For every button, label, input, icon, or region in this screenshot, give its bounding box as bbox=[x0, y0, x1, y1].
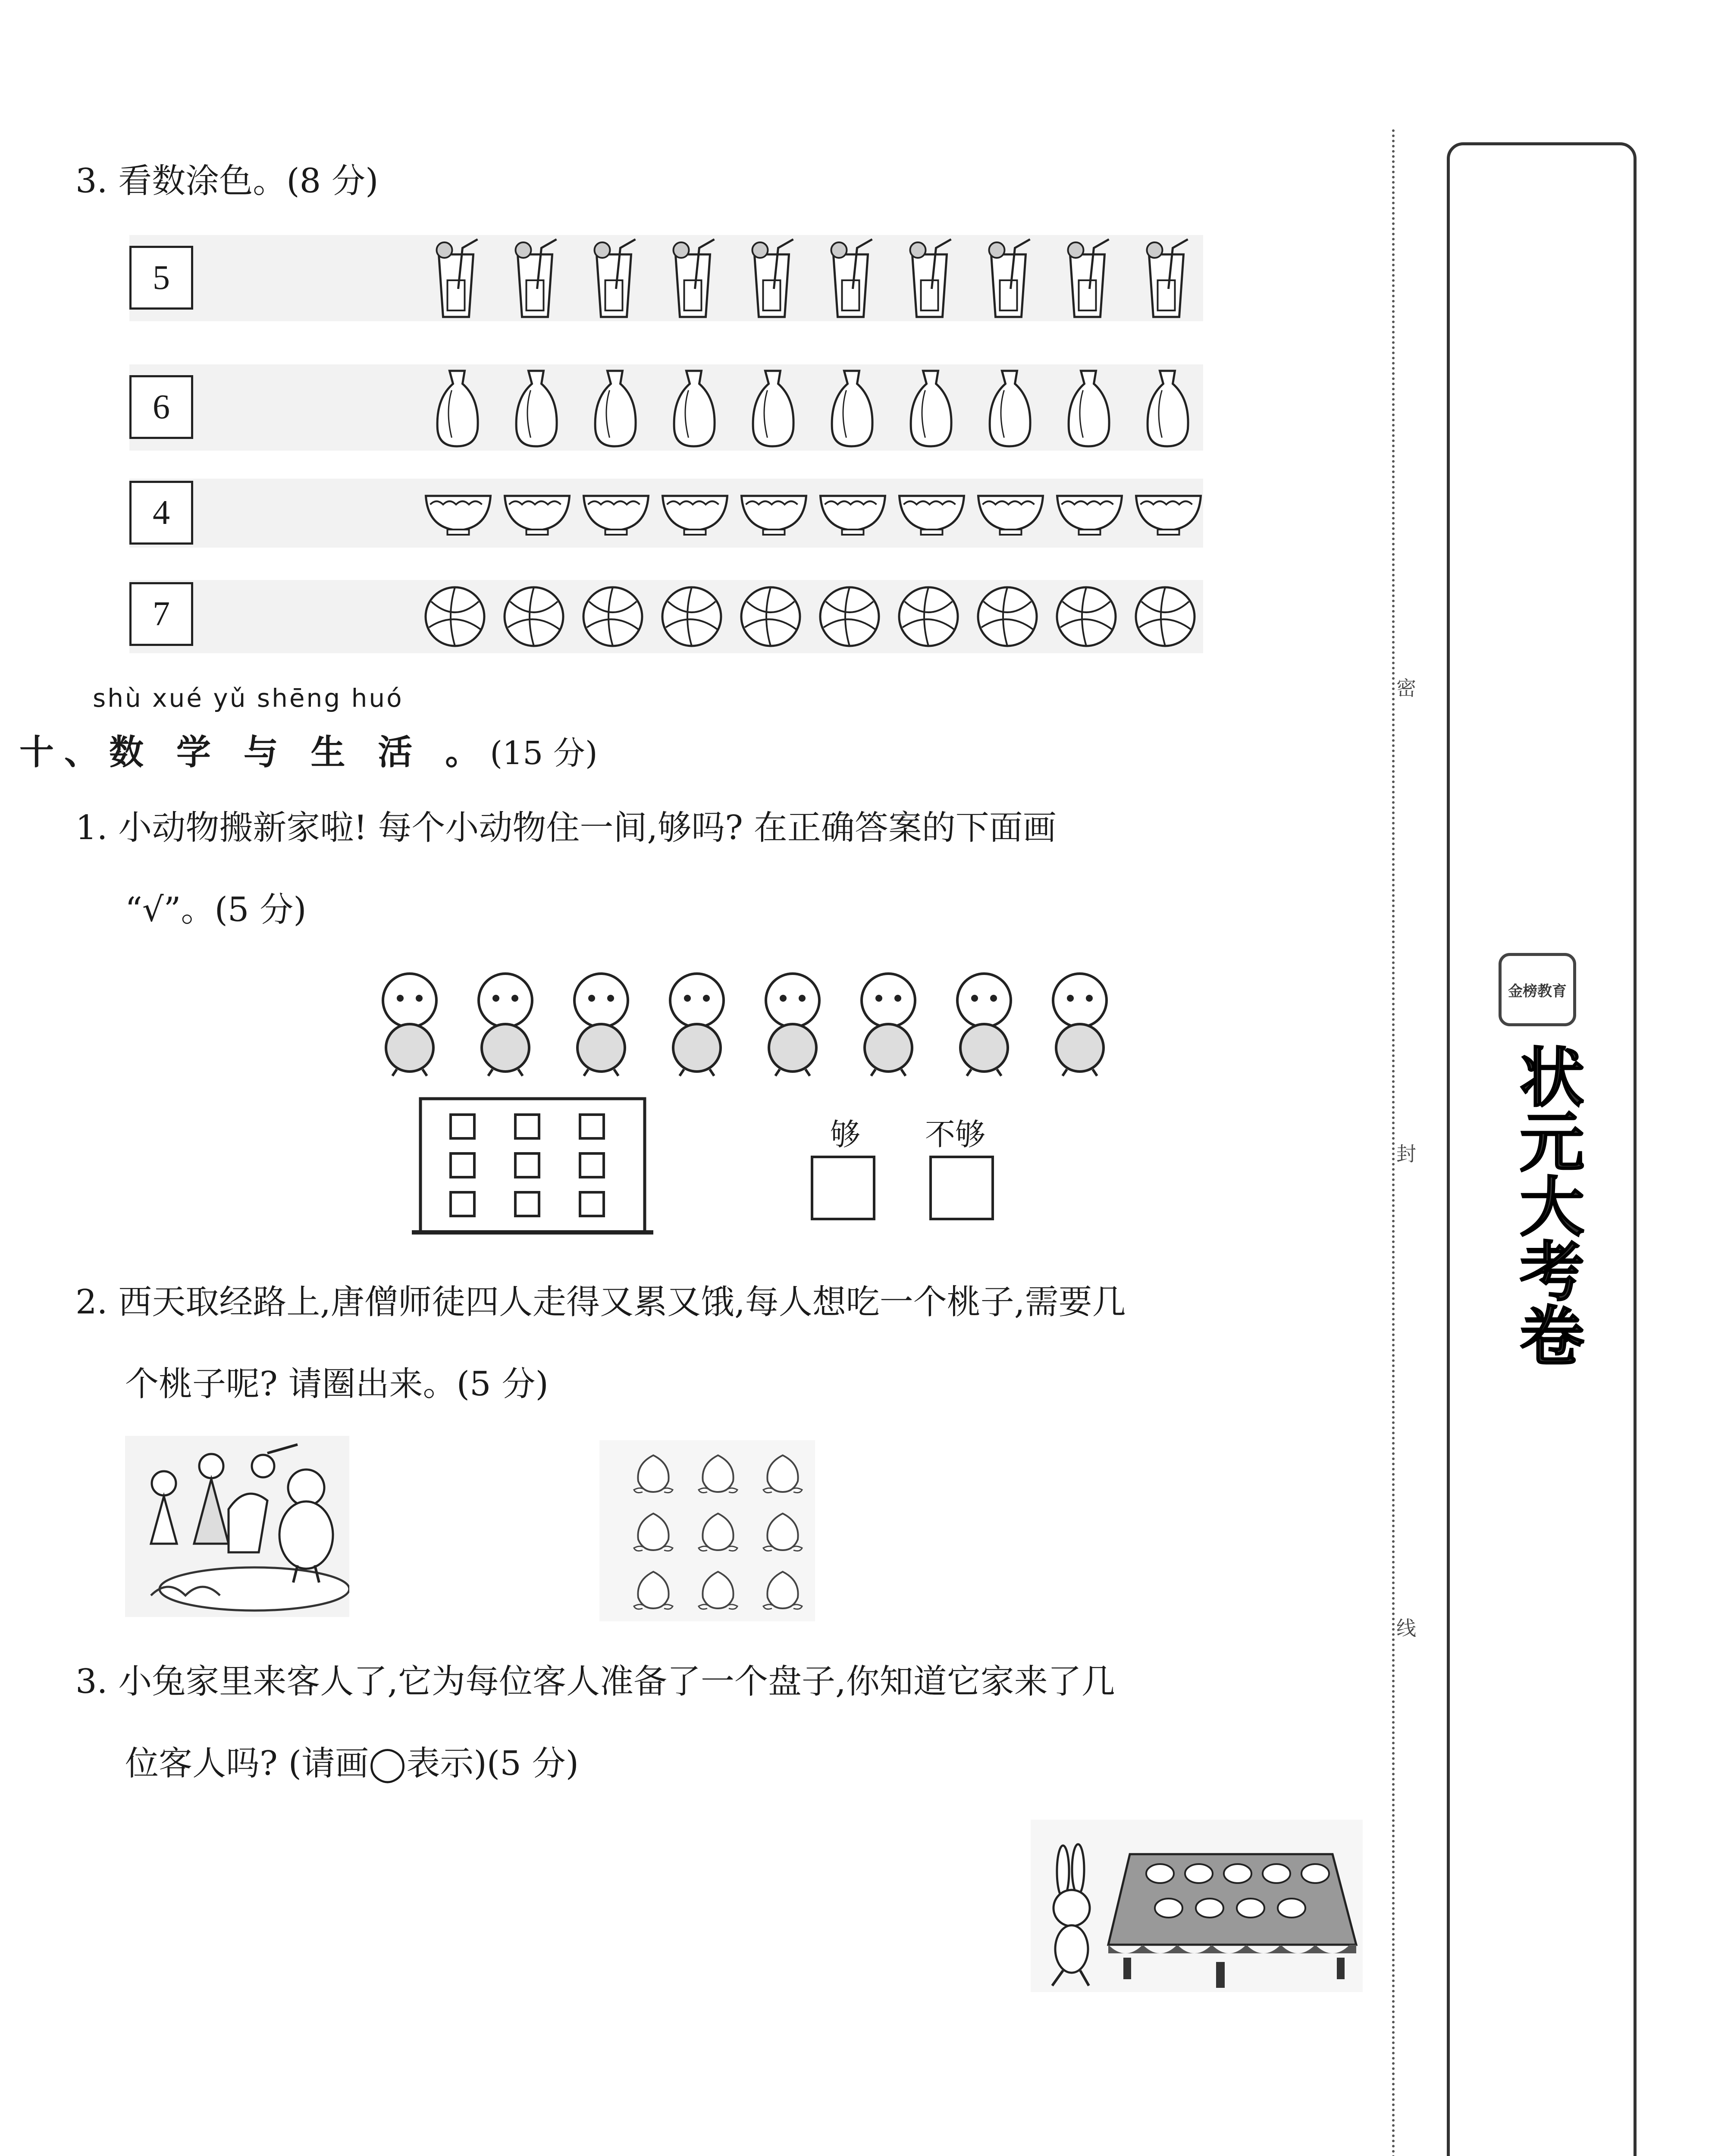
vase-icon[interactable] bbox=[659, 364, 731, 451]
bowl-icon[interactable] bbox=[817, 487, 888, 539]
option-enough-label: 够 bbox=[830, 1117, 860, 1152]
number-box: 5 bbox=[129, 246, 193, 310]
bowl-icon[interactable] bbox=[975, 487, 1046, 539]
cup-icon[interactable] bbox=[1054, 237, 1125, 323]
bowl-icon[interactable] bbox=[502, 487, 573, 539]
section-score: (15 分) bbox=[490, 735, 598, 772]
peach-icon[interactable] bbox=[759, 1567, 806, 1615]
logo-sub: 金榜教育 bbox=[1508, 982, 1567, 1000]
kangaroo-icon bbox=[749, 966, 836, 1078]
plate-icon bbox=[1237, 1899, 1264, 1918]
bird-icon bbox=[462, 966, 549, 1078]
cup-icon[interactable] bbox=[975, 237, 1046, 323]
cup-icon[interactable] bbox=[738, 237, 809, 323]
ball-icon[interactable] bbox=[502, 584, 566, 649]
ball-icon[interactable] bbox=[659, 584, 724, 649]
bowl-icon[interactable] bbox=[580, 487, 652, 539]
peach-icon[interactable] bbox=[694, 1509, 742, 1557]
plate-icon bbox=[1155, 1899, 1182, 1918]
vase-icon[interactable] bbox=[423, 364, 494, 451]
cup-icon[interactable] bbox=[580, 237, 652, 323]
ball-icon[interactable] bbox=[975, 584, 1040, 649]
journey-west-illustration bbox=[125, 1436, 349, 1617]
vase-icon[interactable] bbox=[580, 364, 652, 451]
vase-icon[interactable] bbox=[502, 364, 573, 451]
plate-icon bbox=[1224, 1864, 1251, 1883]
section-heading bbox=[19, 724, 598, 775]
cow-icon bbox=[1037, 966, 1123, 1078]
q3-title: 3. 看数涂色。(8 分) bbox=[75, 162, 379, 201]
p2-line2: 个桃子呢? 请圈出来。(5 分) bbox=[125, 1365, 549, 1404]
section-pinyin: shù xué yǔ shēng huó bbox=[93, 683, 404, 713]
ox-icon bbox=[941, 966, 1027, 1078]
peach-icon[interactable] bbox=[759, 1451, 806, 1498]
house-icon bbox=[412, 1095, 653, 1238]
vase-icon[interactable] bbox=[1054, 364, 1125, 451]
cup-icon[interactable] bbox=[1133, 237, 1204, 323]
binding-char-top: 密 bbox=[1396, 677, 1416, 700]
number-box: 7 bbox=[129, 582, 193, 646]
ball-icon[interactable] bbox=[1054, 584, 1119, 649]
bowl-icon[interactable] bbox=[1054, 487, 1125, 539]
option-not-enough-label: 不够 bbox=[925, 1117, 985, 1152]
peach-icon[interactable] bbox=[630, 1567, 677, 1615]
section-title: 十、数 学 与 生 活 。 bbox=[19, 732, 490, 772]
ball-row bbox=[423, 584, 1199, 649]
p3-line1: 3. 小兔家里来客人了,它为每位客人准备了一个盘子,你知道它家来了几 bbox=[75, 1662, 1115, 1701]
cup-icon[interactable] bbox=[423, 237, 494, 323]
option-enough-box[interactable] bbox=[811, 1156, 875, 1220]
bowl-icon[interactable] bbox=[896, 487, 967, 539]
ball-icon[interactable] bbox=[580, 584, 645, 649]
cup-icon[interactable] bbox=[896, 237, 967, 323]
plate-icon bbox=[1196, 1899, 1223, 1918]
animal-illustrations bbox=[367, 966, 1134, 1095]
ball-icon[interactable] bbox=[1133, 584, 1198, 649]
juice-cup-row bbox=[423, 237, 1199, 323]
bowl-icon[interactable] bbox=[738, 487, 809, 539]
ball-icon[interactable] bbox=[738, 584, 803, 649]
ball-icon[interactable] bbox=[896, 584, 961, 649]
vase-icon[interactable] bbox=[1133, 364, 1204, 451]
peach-icon[interactable] bbox=[630, 1509, 677, 1557]
p3-line2: 位客人吗? (请画◯表示)(5 分) bbox=[125, 1744, 579, 1783]
peach-icon[interactable] bbox=[759, 1509, 806, 1557]
rabbit-table-illustration bbox=[1031, 1820, 1363, 1992]
ball-icon[interactable] bbox=[423, 584, 487, 649]
peach-icon[interactable] bbox=[694, 1451, 742, 1498]
vase-icon[interactable] bbox=[817, 364, 888, 451]
goat-icon bbox=[845, 966, 931, 1078]
binding-char-bottom: 线 bbox=[1396, 1617, 1416, 1640]
bowl-icon[interactable] bbox=[423, 487, 494, 539]
binding-line bbox=[1392, 129, 1395, 2156]
ball-icon[interactable] bbox=[817, 584, 882, 649]
bear-icon bbox=[654, 966, 740, 1078]
vase-row bbox=[423, 364, 1199, 451]
vase-icon[interactable] bbox=[738, 364, 809, 451]
option-not-enough-box[interactable] bbox=[929, 1156, 994, 1220]
plate-icon bbox=[1263, 1864, 1290, 1883]
p1-line1: 1. 小动物搬新家啦! 每个小动物住一间,够吗? 在正确答案的下面画 bbox=[75, 808, 1057, 847]
bowl-icon[interactable] bbox=[659, 487, 731, 539]
bowl-icon[interactable] bbox=[1133, 487, 1204, 539]
plate-icon bbox=[1146, 1864, 1174, 1883]
elephant-icon bbox=[558, 966, 644, 1078]
number-box: 6 bbox=[129, 375, 193, 439]
binding-char-mid: 封 bbox=[1396, 1142, 1416, 1166]
p1-line2: “√”。(5 分) bbox=[125, 890, 307, 929]
peach-icon[interactable] bbox=[694, 1567, 742, 1615]
plate-icon bbox=[1301, 1864, 1329, 1883]
p2-line1: 2. 西天取经路上,唐僧师徒四人走得又累又饿,每人想吃一个桃子,需要几 bbox=[75, 1283, 1126, 1322]
number-box: 4 bbox=[129, 481, 193, 545]
vase-icon[interactable] bbox=[896, 364, 967, 451]
cup-icon[interactable] bbox=[659, 237, 731, 323]
publisher-logo bbox=[1499, 953, 1576, 1026]
cup-icon[interactable] bbox=[817, 237, 888, 323]
cup-icon[interactable] bbox=[502, 237, 573, 323]
peach-icon[interactable] bbox=[630, 1451, 677, 1498]
peach-grid bbox=[599, 1440, 815, 1621]
logo-title: 状元大考卷 bbox=[1508, 1044, 1583, 1367]
plate-icon bbox=[1278, 1899, 1305, 1918]
cat-icon bbox=[367, 966, 453, 1078]
vase-icon[interactable] bbox=[975, 364, 1046, 451]
bowl-row bbox=[423, 487, 1199, 539]
plate-icon bbox=[1185, 1864, 1213, 1883]
